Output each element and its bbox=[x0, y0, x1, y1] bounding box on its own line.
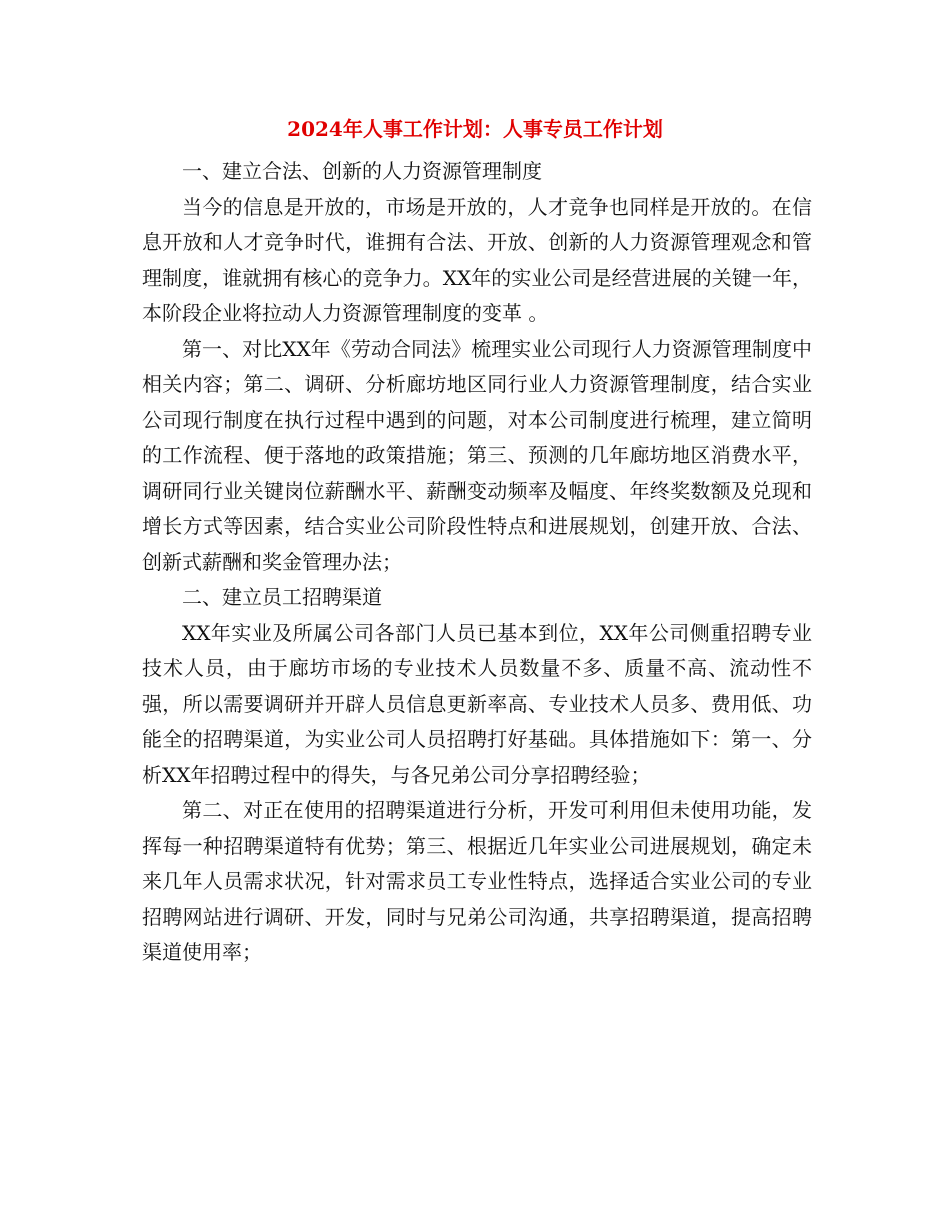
document-body bbox=[142, 154, 812, 971]
document-title: 2024年人事工作计划：人事专员工作计划 bbox=[287, 117, 663, 141]
paragraph: 当今的信息是开放的，市场是开放的，人才竞争也同样是开放的。在信息开放和人才竞争时代，谁拥有合法、开放、创新的人力资源管理观念和管理制度，谁就拥有核心的竞争力。XX年的实业公司是经营进展的关键一年，本阶段企业将拉动人力资源管理制度的变革 。 bbox=[142, 194, 812, 325]
paragraph: 第二、对正在使用的招聘渠道进行分析，开发可利用但未使用功能，发挥每一种招聘渠道特有优势；第三、根据近几年实业公司进展规划，确定未来几年人员需求状况，针对需求员工专业性特点，选择适合实业公司的专业招聘网站进行调研、开发，同时与兄弟公司沟通，共享招聘渠道，提高招聘渠道使用率； bbox=[142, 798, 812, 964]
section-heading-1: 一、建立合法、创新的人力资源管理制度 bbox=[182, 159, 542, 183]
paragraph: XX年实业及所属公司各部门人员已基本到位，XX年公司侧重招聘专业技术人员，由于廊坊市场的专业技术人员数量不多、质量不高、流动性不强，所以需要调研并开辟人员信息更新率高、专业技术人员多、费用低、功能全的招聘渠道，为实业公司人员招聘打好基础。具体措施如下：第一、分析XX年招聘过程中的得失，与各兄弟公司分享招聘经验； bbox=[142, 620, 812, 787]
paragraph: 第一、对比XX年《劳动合同法》梳理实业公司现行人力资源管理制度中相关内容；第二、调研、分析廊坊地区同行业人力资源管理制度，结合实业公司现行制度在执行过程中遇到的问题，对本公司制度进行梳理，建立简明的工作流程、便于落地的政策措施；第三、预测的几年廊坊地区消费水平，调研同行业关键岗位薪酬水平、薪酬变动频率及幅度、年终奖数额及兑现和增长方式等因素，结合实业公司阶段性特点和进展规划，创建开放、合法、创新式薪酬和奖金管理办法； bbox=[142, 336, 812, 574]
section-heading-2: 二、建立员工招聘渠道 bbox=[182, 585, 382, 609]
